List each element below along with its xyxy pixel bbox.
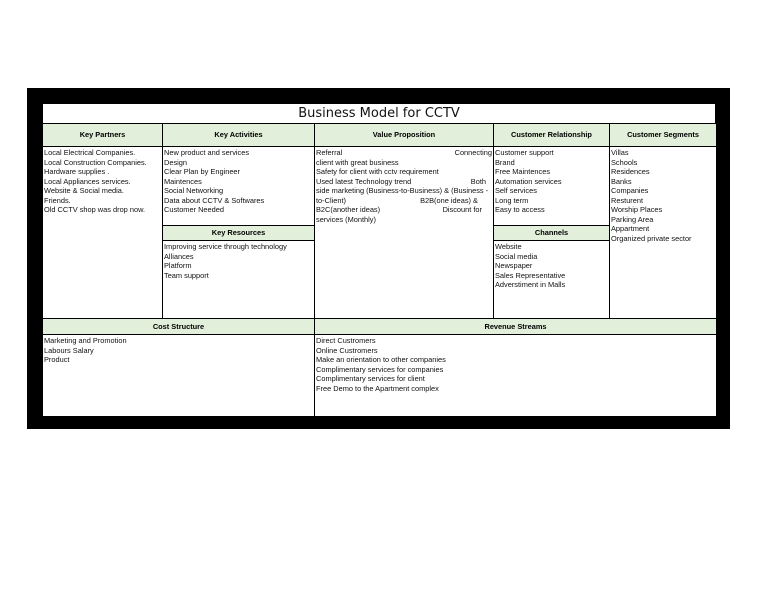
list-item: Brand xyxy=(495,157,515,167)
page-title: Business Model for CCTV xyxy=(43,104,716,124)
list-item: Newspaper xyxy=(495,261,533,270)
list-item: Easy to access xyxy=(495,205,545,214)
header-customer-segments: Customer Segments xyxy=(610,124,716,147)
list-item: Labours Salary xyxy=(44,345,94,355)
list-item: Villas xyxy=(611,148,629,157)
text-line: side marketing (Business-to-Business) & (Business - xyxy=(316,186,489,195)
customer-relationship-list xyxy=(494,147,610,226)
list-item: Online Custromers xyxy=(316,345,378,355)
list-item: Product xyxy=(44,355,70,364)
revenue-streams-list xyxy=(315,335,716,416)
list-item: New product and services xyxy=(164,148,250,157)
list-item: Banks xyxy=(611,176,632,186)
header-key-partners: Key Partners xyxy=(43,124,163,147)
header-cost-structure: Cost Structure xyxy=(43,319,315,335)
list-item: Sales Representative xyxy=(495,270,566,280)
list-item: Complimentary services for client xyxy=(316,374,425,383)
list-item: Make an orientation to other companies xyxy=(316,355,446,364)
list-item: Alliances xyxy=(164,251,194,261)
text-line: services (Monthly) xyxy=(316,214,376,224)
list-item: Hardware supplies . xyxy=(44,167,110,176)
list-item: Platform xyxy=(164,261,192,270)
list-item: Companies xyxy=(611,186,649,195)
list-item: Old CCTV shop was drop now. xyxy=(44,205,146,214)
list-item: Local Electrical Companies. xyxy=(44,148,136,157)
list-item: Improving service through technology xyxy=(164,242,287,251)
list-item: Local Construction Companies. xyxy=(44,157,147,167)
list-item: Design xyxy=(164,157,188,167)
list-item: Parking Area xyxy=(611,214,654,224)
list-item: Schools xyxy=(611,157,638,167)
header-key-activities: Key Activities xyxy=(163,124,315,147)
list-item: Customer Needed xyxy=(164,205,224,214)
list-item: Friends. xyxy=(44,195,71,205)
value-proposition-text xyxy=(315,147,494,319)
text-segment: Discount for xyxy=(442,205,482,214)
list-item: Maintences xyxy=(164,176,202,186)
business-model-canvas xyxy=(43,104,716,416)
customer-segments-list xyxy=(610,147,716,319)
header-channels: Channels xyxy=(494,226,610,241)
list-item: Residences xyxy=(611,167,650,176)
list-item: Website & Social media. xyxy=(44,186,124,195)
list-item: Resturent xyxy=(611,195,644,205)
text-segment: B2B(one ideas) & xyxy=(420,195,478,205)
header-value-proposition: Value Proposition xyxy=(315,124,494,147)
list-item: Direct Custromers xyxy=(316,336,376,345)
cost-structure-list xyxy=(43,335,315,416)
list-item: Website xyxy=(495,242,522,251)
list-item: Clear Plan by Engineer xyxy=(164,167,241,176)
key-resources-list xyxy=(163,241,315,319)
header-revenue-streams: Revenue Streams xyxy=(315,319,716,335)
list-item: Social Networking xyxy=(164,186,224,195)
list-item: Appartment xyxy=(611,224,650,233)
header-key-resources: Key Resources xyxy=(163,226,315,241)
text-segment: Connecting xyxy=(454,148,492,157)
list-item: Team support xyxy=(164,270,209,280)
list-item: Customer support xyxy=(495,148,554,157)
text-segment: Referral xyxy=(316,148,343,157)
list-item: Social media xyxy=(495,251,538,261)
list-item: Automation services xyxy=(495,176,562,186)
text-line: Safety for client with cctv requirement xyxy=(316,167,439,176)
list-item: Free Maintences xyxy=(495,167,551,176)
list-item: Self services xyxy=(495,186,537,195)
channels-list xyxy=(494,241,610,319)
list-item: Free Demo to the Apartment complex xyxy=(316,383,439,393)
list-item: Data about CCTV & Softwares xyxy=(164,195,265,205)
list-item: Long term xyxy=(495,195,529,205)
text-segment: B2C(another ideas) xyxy=(316,205,381,214)
list-item: Adverstiment in Malls xyxy=(495,280,566,289)
text-segment: Used latest Technology trend xyxy=(316,176,412,186)
header-customer-relationship: Customer Relationship xyxy=(494,124,610,147)
list-item: Marketing and Promotion xyxy=(44,336,127,345)
key-activities-list xyxy=(163,147,315,226)
key-partners-list xyxy=(43,147,163,319)
list-item: Worship Places xyxy=(611,205,663,214)
list-item: Complimentary services for companies xyxy=(316,364,444,374)
list-item: Local Appliances services. xyxy=(44,176,131,186)
text-line: client with great business xyxy=(316,157,399,167)
text-segment: Both xyxy=(470,176,486,186)
text-segment: to-Client) xyxy=(316,195,346,205)
list-item: Organized private sector xyxy=(611,233,692,243)
